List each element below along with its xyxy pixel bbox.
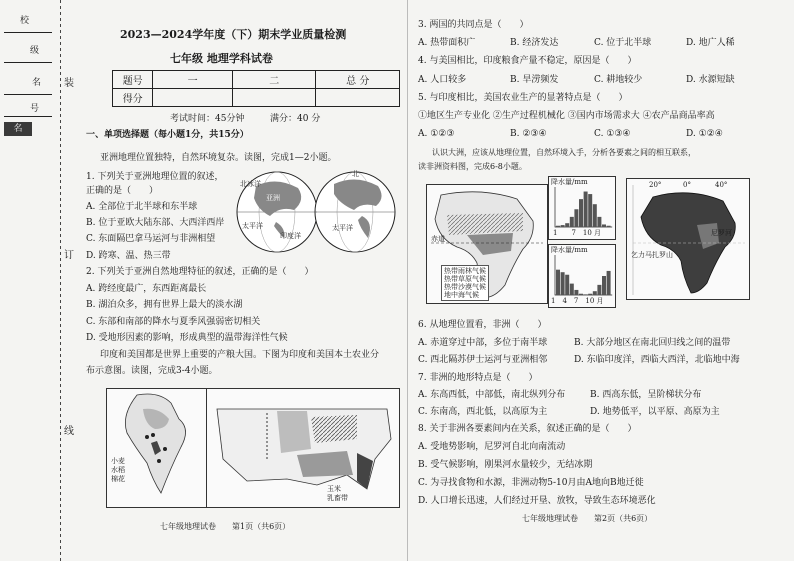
q7-option-b[interactable]: B. 西高东低，呈阶梯状分布 (590, 390, 702, 400)
relief-deg-0: 0° (683, 181, 691, 189)
chart-b-bar-7 (584, 294, 588, 295)
section1-intro2-line2: 布示意图。读图，完成3-4小题。 (86, 366, 218, 376)
legend-desert: 热带沙漠气候 (444, 283, 486, 291)
q2-option-d[interactable]: D. 受地形因素的影响，形成典型的温带海洋性气候 (86, 333, 288, 343)
india-agriculture-map (106, 388, 208, 508)
left-page-footer: 七年级地理试卷 第1页（共6页） (160, 522, 291, 531)
q3-stem: 3. 两国的共同点是（ ） (418, 20, 529, 30)
q8-option-c[interactable]: C. 为寻找食物和水源，非洲动物5-10月由A地向B地迁徙 (418, 478, 644, 488)
q2-option-c[interactable]: C. 东部和南部的降水与夏季风强弱密切相关 (86, 317, 261, 327)
chart-a-axes (555, 187, 612, 227)
chart-b-bar-6 (579, 294, 583, 295)
section2-intro-line1: 认识大洲，应该从地理位置，自然环境入手，分析各要素之间的相互联系， (432, 148, 696, 157)
q5-items: ①地区生产专业化 ②生产过程机械化 ③国内市场需求大 ④农产品商品率高 (418, 111, 715, 121)
binding-mark-xian: 线 (64, 426, 74, 437)
relief-deg-20: 20° (649, 181, 662, 189)
q5-option-b[interactable]: B. ②③④ (510, 129, 547, 139)
score-header-1: 一 (153, 71, 233, 89)
q7-option-d[interactable]: D. 地势低平，以平原、高原为主 (590, 407, 720, 417)
q1-option-a[interactable]: A. 全部位于北半球和东半球 (86, 202, 198, 212)
chart-b-bar-4 (570, 284, 574, 295)
chart-a-bar-8 (588, 194, 592, 227)
q3-option-a[interactable]: A. 热带面积广 (418, 38, 476, 48)
q8-option-b[interactable]: B. 受气候影响，刚果河水量较少，无结冰期 (418, 460, 593, 470)
binding-mark-ding: 订 (64, 250, 74, 261)
chart-a-bar-4 (570, 217, 574, 227)
climate-chart-b (548, 244, 616, 308)
q4-option-a[interactable]: A. 人口较多 (418, 75, 467, 85)
relief-label-kilimanjaro: 乞力马扎罗山 (631, 251, 673, 259)
binding-label-school: 校 (20, 16, 30, 26)
q5-option-d[interactable]: D. ①②④ (686, 129, 723, 139)
relief-label-nile: 尼罗河 (711, 229, 732, 237)
q6-stem: 6. 从地理位置看，非洲（ ） (418, 320, 547, 330)
chart-b-bar-2 (561, 272, 565, 295)
legend-corn: 玉米 (327, 485, 341, 493)
chart-a-bar-3 (565, 223, 569, 227)
score-cell-2[interactable] (232, 89, 316, 107)
q3-option-d[interactable]: D. 地广人稀 (686, 38, 735, 48)
legend-dairy: 乳畜带 (327, 494, 348, 502)
right-page-footer: 七年级地理试卷 第2页（共6页） (522, 514, 653, 523)
chart-b-bar-9 (593, 291, 597, 295)
q7-option-c[interactable]: C. 东南高，西北低，以高原为主 (418, 407, 548, 417)
q4-option-b[interactable]: B. 旱涝频发 (510, 75, 559, 85)
section1-intro2-line1: 印度和美国都是世界上重要的产粮大国。下图为印度和美国本土农业分 (100, 350, 380, 360)
q8-stem: 8. 关于非洲各要素间内在关系，叙述正确的是（ ） (418, 424, 637, 434)
score-cell-total[interactable] (316, 89, 400, 107)
q5-option-a[interactable]: A. ①②③ (418, 129, 455, 139)
q5-stem: 5. 与印度相比，美国农业生产的显著特点是（ ） (418, 93, 628, 103)
africa-relief-map (626, 178, 750, 300)
score-header-total: 总 分 (316, 71, 400, 89)
relief-deg-40: 40° (715, 181, 728, 189)
binding-line (60, 0, 61, 561)
globe-label-asia: 亚洲 (266, 194, 280, 202)
score-cell-1[interactable] (153, 89, 233, 107)
q2-option-b[interactable]: B. 湖泊众多，拥有世界上最大的淡水湖 (86, 300, 243, 310)
globe-label-north: 北 (352, 170, 359, 178)
chart-a-bar-9 (593, 204, 597, 227)
chart-b-bar-11 (602, 276, 606, 295)
chart-a-bar-5 (574, 209, 578, 227)
q8-option-d[interactable]: D. 人口增长迅速，人们经过开垦、放牧，导致生态环境恶化 (418, 496, 656, 506)
q4-stem: 4. 与美国相比，印度粮食产量不稳定，原因是（ ） (418, 56, 637, 66)
chart-a-months: 1 7 10 月 (553, 229, 602, 237)
legend-cotton: 棉花 (111, 475, 125, 483)
q1-option-d[interactable]: D. 跨寒、温、热三带 (86, 251, 171, 261)
chart-a-bar-1 (556, 226, 560, 227)
q1-stem-line1: 1. 下列关于亚洲地理位置的叙述， (86, 172, 224, 182)
binding-label-name: 名 (32, 78, 42, 88)
q6-option-d[interactable]: D. 东临印度洋，西临大西洋，北临地中海 (574, 355, 740, 365)
chart-b-bar-8 (588, 294, 592, 295)
chart-b-bar-3 (565, 275, 569, 295)
chart-a-bar-6 (579, 199, 583, 227)
globe-label-pacific-1: 太平洋 (242, 222, 263, 230)
binding-mark-zhuang: 装 (64, 78, 74, 89)
section2-intro-line2: 读非洲资料图，完成6-8小题。 (418, 162, 527, 171)
chart-a-bar-10 (597, 217, 601, 227)
chart-a-bar-2 (561, 225, 565, 227)
score-header-number: 题号 (113, 71, 153, 89)
q7-option-a[interactable]: A. 东高西低，中部低，南北纵列分布 (418, 390, 566, 400)
chart-b-bar-1 (556, 270, 560, 295)
chart-a-bar-7 (584, 192, 588, 227)
climate-chart-a (548, 176, 616, 240)
q8-option-a[interactable]: A. 受地势影响，尼罗河自北向南流动 (418, 442, 566, 452)
globe-label-indian: 印度洋 (280, 232, 301, 240)
section1-heading: 一、单项选择题（每小题1分，共15分） (86, 130, 249, 140)
exam-time: 考试时间：45分钟 (170, 114, 245, 124)
exam-score: 满分：40 分 (270, 114, 321, 124)
exam-subtitle: 七年级 地理学科试卷 (170, 52, 273, 65)
q1-option-b[interactable]: B. 位于亚欧大陆东部、大西洋西岸 (86, 218, 225, 228)
q4-option-c[interactable]: C. 耕地较少 (594, 75, 643, 85)
q2-stem: 2. 下列关于亚洲自然地理特征的叙述，正确的是（ ） (86, 267, 314, 277)
chart-b-months: 1 4 7 10 月 (551, 297, 604, 305)
q3-option-b[interactable]: B. 经济发达 (510, 38, 559, 48)
chart-a-bar-12 (607, 226, 611, 227)
legend-savanna: 热带草原气候 (444, 275, 486, 283)
q1-stem-line2: 正确的是（ ） (86, 186, 159, 196)
chart-b-bar-10 (597, 285, 601, 295)
q2-option-a[interactable]: A. 跨经度最广，东西距离最长 (86, 284, 207, 294)
africa-label-equator: 赤道 (431, 235, 445, 243)
legend-mediterranean: 地中海气候 (444, 291, 479, 299)
binding-margin (0, 0, 74, 561)
binding-label-class: 级 (30, 46, 40, 56)
q6-option-b[interactable]: B. 大部分地区在南北回归线之间的温带 (574, 338, 731, 348)
score-header-2: 二 (232, 71, 316, 89)
asia-hemisphere-map (236, 166, 398, 258)
q6-option-a[interactable]: A. 赤道穿过中部，多位于南半球 (418, 338, 548, 348)
q5-option-c[interactable]: C. ①③④ (594, 129, 631, 139)
africa-climate-map (426, 184, 548, 304)
globe-label-arctic: 北冰洋 (240, 180, 261, 188)
legend-wheat: 小麦 (111, 457, 125, 465)
binding-label-number: 号 (30, 104, 40, 114)
chart-a-bar-11 (602, 224, 606, 227)
legend-rainforest: 热带雨林气候 (444, 267, 486, 275)
section1-intro: 亚洲地理位置独特，自然环境复杂。读图，完成1—2小题。 (100, 153, 337, 163)
q7-stem: 7. 非洲的地形特点是（ ） (418, 373, 538, 383)
name-tab: 名 (4, 122, 32, 136)
chart-b-bar-12 (607, 271, 611, 295)
exam-title: 2023—2024学年度（下）期末学业质量检测 (120, 28, 347, 41)
legend-rice: 水稻 (111, 466, 125, 474)
q3-option-c[interactable]: C. 位于北半球 (594, 38, 652, 48)
q6-option-c[interactable]: C. 西北隔苏伊士运河与亚洲相邻 (418, 355, 548, 365)
chart-a-ylabel: 降水量/mm (551, 178, 588, 186)
globe-label-pacific-2: 太平洋 (332, 224, 353, 232)
page-divider (407, 0, 408, 561)
chart-b-ylabel: 降水量/mm (551, 246, 588, 254)
q1-option-c[interactable]: C. 东面隔巴拿马运河与非洲相望 (86, 234, 216, 244)
score-table (112, 70, 400, 107)
q4-option-d[interactable]: D. 水源短缺 (686, 75, 735, 85)
chart-b-bar-5 (574, 290, 578, 295)
score-row-label: 得分 (113, 89, 153, 107)
usa-agriculture-map (206, 388, 400, 508)
